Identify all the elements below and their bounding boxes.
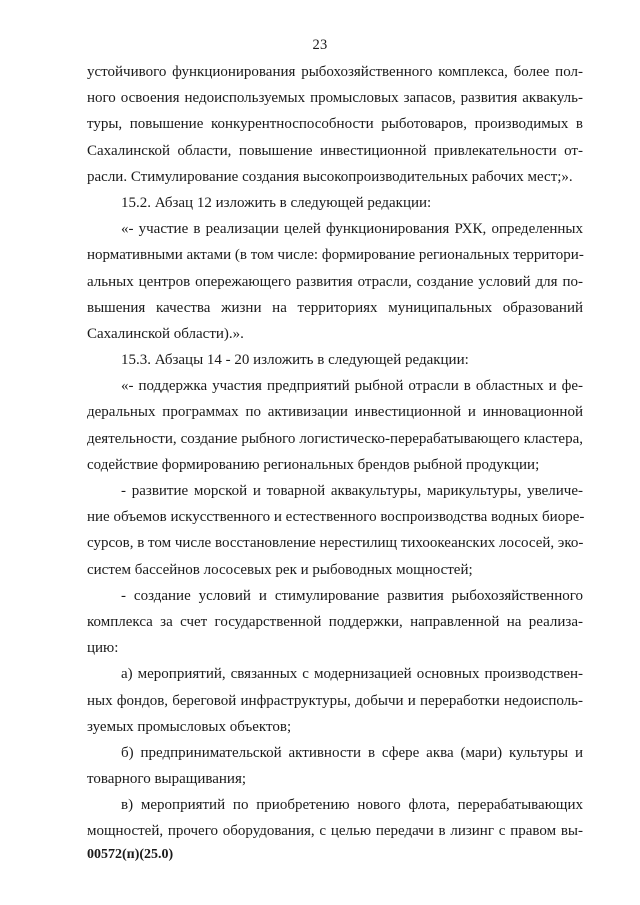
text-line: - создание условий и стимулирование развития рыбохозяйственного <box>121 587 583 604</box>
text-line: цию: <box>87 640 119 657</box>
text-line: ного освоения недоиспользуемых промысловых запасов, развития аквакуль- <box>87 90 583 107</box>
text-line: альных центров опережающего развития отрасли, создание условий для по- <box>87 273 583 290</box>
text-line: б) предпринимательской активности в сфере аква (мари) культуры и <box>121 744 583 761</box>
text-line: Сахалинской области).». <box>87 325 244 342</box>
text-line: мощностей, прочего оборудования, с целью передачи в лизинг с правом вы- <box>87 823 583 840</box>
text-line: товарного выращивания; <box>87 771 247 788</box>
text-line: в) мероприятий по приобретению нового флота, перерабатывающих <box>121 797 583 814</box>
text-line: ние объемов искусственного и естественного воспроизводства водных биоре- <box>87 509 585 526</box>
text-line: а) мероприятий, связанных с модернизацией основных производствен- <box>121 666 583 683</box>
page-number: 23 <box>312 37 328 53</box>
text-line: систем бассейнов лососевых рек и рыбоводных мощностей; <box>87 561 473 578</box>
text-line: туры, повышение конкурентноспособности рыботоваров, производимых в <box>87 116 583 133</box>
text-line: вышения качества жизни на территориях муниципальных образований <box>87 299 583 316</box>
text-line: деятельности, создание рыбного логистическо-перерабатывающего кластера, <box>87 430 583 447</box>
text-line: нормативными актами (в том числе: формирование региональных территори- <box>87 247 584 264</box>
text-line: зуемых промысловых объектов; <box>87 718 292 735</box>
text-line: - развитие морской и товарной аквакультуры, марикультуры, увеличе- <box>121 483 583 499</box>
text-line: содействие формированию региональных брендов рыбной продукции; <box>87 456 540 473</box>
text-line: 15.3. Абзацы 14 - 20 изложить в следующей редакции: <box>121 352 469 369</box>
text-line: расли. Стимулирование создания высокопроизводительных рабочих мест;». <box>87 168 573 185</box>
text-line: устойчивого функционирования рыбохозяйственного комплекса, более пол- <box>87 64 583 80</box>
text-line: «- поддержка участия предприятий рыбной отрасли в областных и фе- <box>121 378 583 395</box>
text-line: деральных программах по активизации инвестиционной и инновационной <box>87 404 583 421</box>
text-line: ных фондов, береговой инфраструктуры, добычи и переработки недоисполь- <box>87 692 583 709</box>
document-body <box>87 59 583 845</box>
text-line: сурсов, в том числе восстановление нерестилищ тихоокеанских лососей, эко- <box>87 535 584 552</box>
text-line: комплекса за счет государственной поддержки, направленной на реализа- <box>87 613 583 630</box>
text-line: Сахалинской области, повышение инвестиционной привлекательности от- <box>87 142 583 159</box>
text-line: «- участие в реализации целей функционирования РХК, определенных <box>121 221 583 238</box>
text-line: 15.2. Абзац 12 изложить в следующей редакции: <box>121 194 432 211</box>
document-code: 00572(п)(25.0) <box>87 847 174 862</box>
